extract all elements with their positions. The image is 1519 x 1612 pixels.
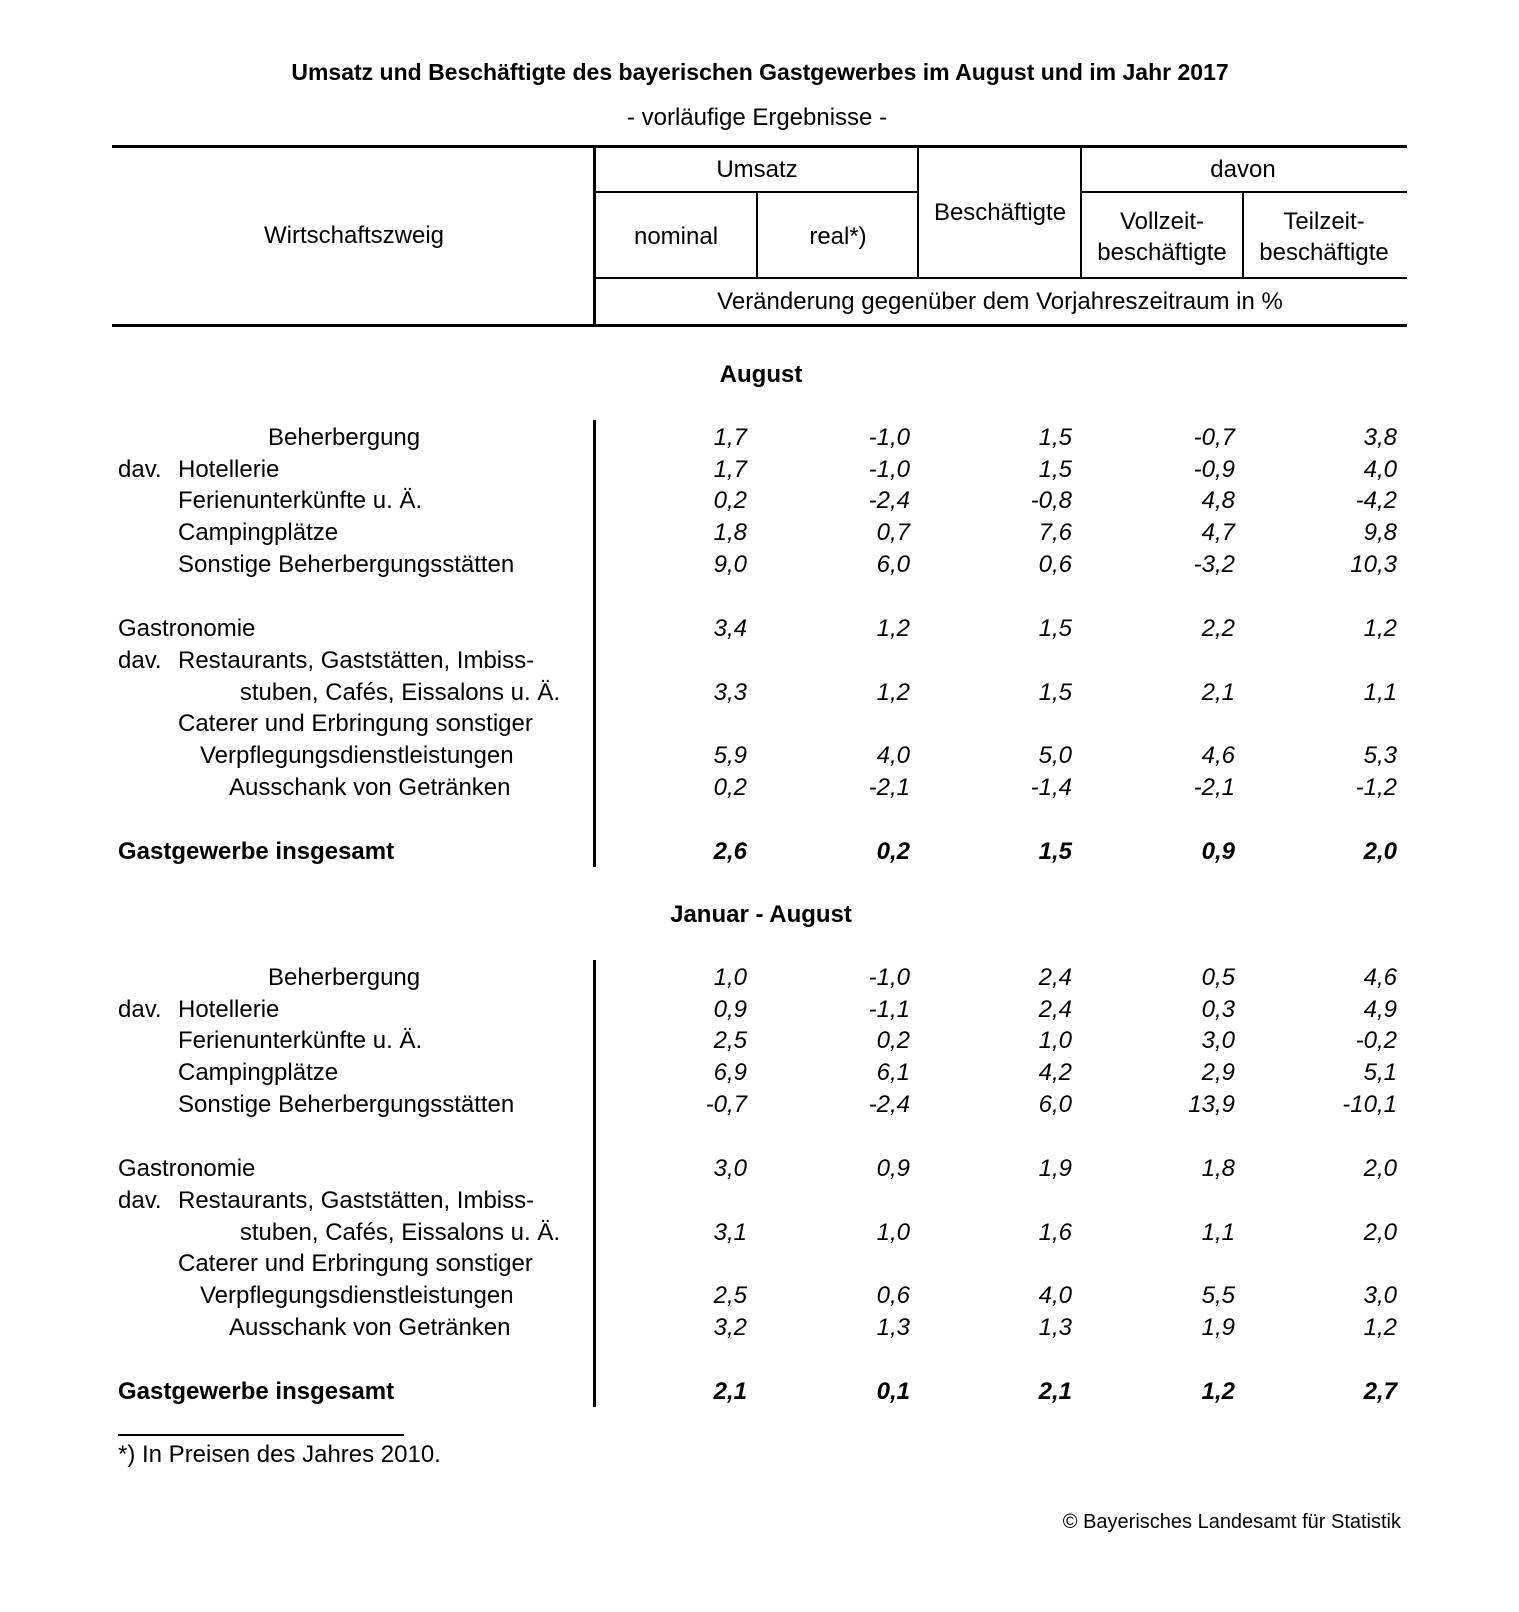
cell-value: 0,6	[876, 1282, 910, 1309]
header-branch: Wirtschaftszweig	[263, 222, 445, 249]
row-label: Restaurants, Gaststätten, Imbiss-	[178, 647, 535, 674]
cell-value: -3,2	[1193, 551, 1235, 578]
cell-value: 3,4	[713, 615, 747, 642]
copyright: © Bayerisches Landesamt für Statistik	[1062, 1511, 1401, 1533]
row-label: Gastronomie	[118, 615, 256, 642]
cell-value: 4,0	[1363, 456, 1397, 483]
row-label: Verpflegungsdienstleistungen	[200, 1282, 514, 1309]
row-label: Beherbergung	[268, 964, 421, 991]
cell-value: 0,2	[876, 1027, 910, 1054]
rule	[594, 277, 1407, 279]
row-label: Hotellerie	[178, 456, 280, 483]
cell-value: 13,9	[1188, 1091, 1235, 1118]
cell-value: -1,0	[868, 964, 910, 991]
vrule	[593, 147, 596, 325]
cell-value: -0,2	[1355, 1027, 1397, 1054]
cell-value: 6,0	[876, 551, 910, 578]
header-real: real*)	[809, 223, 867, 250]
row-label: Gastgewerbe insgesamt	[118, 1378, 395, 1405]
footnote: *) In Preisen des Jahres 2010.	[118, 1441, 441, 1468]
cell-value: 1,3	[876, 1314, 910, 1341]
cell-value: 4,6	[1363, 964, 1397, 991]
cell-value: -0,8	[1030, 487, 1072, 514]
cell-value: 2,2	[1201, 615, 1235, 642]
cell-value: 1,8	[713, 519, 747, 546]
cell-value: 4,7	[1201, 519, 1235, 546]
cell-value: 3,8	[1363, 424, 1397, 451]
cell-value: -2,1	[1193, 774, 1235, 801]
cell-value: 2,9	[1201, 1059, 1235, 1086]
row-prefix: dav.	[118, 456, 162, 483]
cell-value: 1,3	[1038, 1314, 1072, 1341]
cell-value: 2,5	[713, 1282, 747, 1309]
row-label: Campingplätze	[178, 1059, 339, 1086]
header-unit: Veränderung gegenüber dem Vorjahreszeitraum in %	[717, 288, 1283, 315]
row-label: Ausschank von Getränken	[229, 774, 511, 801]
cell-value: 1,7	[713, 456, 747, 483]
page-title: Umsatz und Beschäftigte des bayerischen Gastgewerbes im August und im Jahr 2017	[291, 59, 1229, 85]
cell-value: -4,2	[1355, 487, 1397, 514]
cell-value: -2,4	[868, 1091, 910, 1118]
cell-value: 1,2	[1363, 1314, 1397, 1341]
header-fulltime: Vollzeit-	[1119, 208, 1205, 235]
cell-value: 2,0	[1363, 1219, 1397, 1246]
cell-value: -0,7	[705, 1091, 747, 1118]
cell-value: -1,2	[1355, 774, 1397, 801]
cell-value: 5,3	[1363, 742, 1397, 769]
row-label: stuben, Cafés, Eissalons u. Ä.	[239, 679, 560, 706]
section-title: Januar - August	[670, 901, 852, 928]
cell-value: 5,0	[1038, 742, 1072, 769]
row-label: Restaurants, Gaststätten, Imbiss-	[178, 1187, 535, 1214]
cell-value: 6,9	[713, 1059, 747, 1086]
table-rule-header-bottom	[112, 324, 1407, 327]
cell-value: 1,2	[876, 679, 910, 706]
row-prefix: dav.	[118, 996, 162, 1023]
cell-value: 9,0	[713, 551, 747, 578]
cell-value: 1,5	[1038, 615, 1072, 642]
row-label: Verpflegungsdienstleistungen	[200, 742, 514, 769]
cell-value: 4,2	[1038, 1059, 1072, 1086]
cell-value: 1,1	[1201, 1219, 1235, 1246]
header-nominal: nominal	[633, 223, 719, 250]
cell-value: 5,1	[1363, 1059, 1397, 1086]
cell-value: 0,2	[876, 838, 910, 865]
cell-value: 0,6	[1038, 551, 1072, 578]
cell-value: 0,7	[876, 519, 910, 546]
cell-value: -2,4	[868, 487, 910, 514]
cell-value: 2,5	[713, 1027, 747, 1054]
cell-value: 4,9	[1363, 996, 1397, 1023]
cell-value: 2,0	[1363, 838, 1397, 865]
cell-value: 0,9	[713, 996, 747, 1023]
cell-value: 2,6	[713, 838, 747, 865]
cell-value: 1,0	[713, 964, 747, 991]
cell-value: 2,1	[1038, 1378, 1072, 1405]
cell-value: -2,1	[868, 774, 910, 801]
cell-value: 0,9	[1201, 838, 1235, 865]
cell-value: 5,9	[713, 742, 747, 769]
cell-value: 0,1	[876, 1378, 910, 1405]
cell-value: 0,9	[876, 1155, 910, 1182]
row-label: Gastgewerbe insgesamt	[118, 838, 395, 865]
row-label: stuben, Cafés, Eissalons u. Ä.	[239, 1219, 560, 1246]
row-label: Caterer und Erbringung sonstiger	[178, 1250, 533, 1277]
cell-value: -1,0	[868, 456, 910, 483]
row-prefix: dav.	[118, 647, 162, 674]
cell-value: 1,2	[1201, 1378, 1235, 1405]
cell-value: 3,0	[1201, 1027, 1235, 1054]
header-umsatz: Umsatz	[716, 156, 798, 183]
cell-value: 2,4	[1038, 964, 1072, 991]
vrule	[756, 192, 758, 278]
cell-value: 1,5	[1038, 838, 1072, 865]
cell-value: 3,1	[713, 1219, 747, 1246]
cell-value: 3,3	[713, 679, 747, 706]
cell-value: 1,5	[1038, 424, 1072, 451]
cell-value: 1,1	[1363, 679, 1397, 706]
cell-value: 3,2	[713, 1314, 747, 1341]
cell-value: 1,9	[1201, 1314, 1235, 1341]
footnote-rule	[118, 1434, 404, 1436]
header-parttime: Teilzeit-	[1283, 208, 1365, 235]
cell-value: 1,9	[1038, 1155, 1072, 1182]
cell-value: 1,2	[1363, 615, 1397, 642]
section-title: August	[719, 361, 803, 388]
cell-value: 3,0	[713, 1155, 747, 1182]
cell-value: 9,8	[1363, 519, 1397, 546]
cell-value: 1,8	[1201, 1155, 1235, 1182]
row-label: Ferienunterkünfte u. Ä.	[178, 1027, 423, 1054]
cell-value: 0,3	[1201, 996, 1235, 1023]
vrule	[1080, 147, 1082, 278]
vrule	[593, 420, 596, 867]
cell-value: 4,0	[876, 742, 910, 769]
vrule	[1242, 192, 1244, 278]
header-fulltime: beschäftigte	[1097, 239, 1227, 266]
vrule	[593, 960, 596, 1407]
row-label: Gastronomie	[118, 1155, 256, 1182]
header-davon: davon	[1210, 156, 1276, 183]
cell-value: 1,5	[1038, 456, 1072, 483]
row-label: Beherbergung	[268, 424, 421, 451]
cell-value: -0,9	[1193, 456, 1235, 483]
header-employees: Beschäftigte	[933, 199, 1067, 226]
cell-value: 6,0	[1038, 1091, 1072, 1118]
row-label: Sonstige Beherbergungsstätten	[178, 1091, 515, 1118]
cell-value: 2,0	[1363, 1155, 1397, 1182]
cell-value: 1,6	[1038, 1219, 1072, 1246]
cell-value: -0,7	[1193, 424, 1235, 451]
vrule	[917, 147, 919, 278]
cell-value: 1,0	[876, 1219, 910, 1246]
cell-value: 7,6	[1038, 519, 1072, 546]
row-prefix: dav.	[118, 1187, 162, 1214]
cell-value: 10,3	[1350, 551, 1397, 578]
cell-value: 4,6	[1201, 742, 1235, 769]
cell-value: 2,4	[1038, 996, 1072, 1023]
cell-value: -1,1	[868, 996, 910, 1023]
cell-value: 1,2	[876, 615, 910, 642]
cell-value: 3,0	[1363, 1282, 1397, 1309]
cell-value: 1,5	[1038, 679, 1072, 706]
row-label: Ferienunterkünfte u. Ä.	[178, 487, 423, 514]
cell-value: 2,7	[1363, 1378, 1397, 1405]
row-label: Caterer und Erbringung sonstiger	[178, 710, 533, 737]
page-subtitle: - vorläufige Ergebnisse -	[626, 104, 888, 131]
cell-value: 6,1	[876, 1059, 910, 1086]
table-rule-top	[112, 145, 1407, 148]
cell-value: -10,1	[1342, 1091, 1397, 1118]
row-label: Sonstige Beherbergungsstätten	[178, 551, 515, 578]
cell-value: 0,2	[713, 774, 747, 801]
cell-value: 2,1	[713, 1378, 747, 1405]
row-label: Hotellerie	[178, 996, 280, 1023]
cell-value: 1,0	[1038, 1027, 1072, 1054]
cell-value: 1,7	[713, 424, 747, 451]
cell-value: 2,1	[1201, 679, 1235, 706]
row-label: Campingplätze	[178, 519, 339, 546]
row-label: Ausschank von Getränken	[229, 1314, 511, 1341]
cell-value: 0,2	[713, 487, 747, 514]
cell-value: 5,5	[1201, 1282, 1235, 1309]
cell-value: 4,8	[1201, 487, 1235, 514]
cell-value: 0,5	[1201, 964, 1235, 991]
cell-value: -1,0	[868, 424, 910, 451]
header-parttime: beschäftigte	[1259, 239, 1389, 266]
cell-value: 4,0	[1038, 1282, 1072, 1309]
cell-value: -1,4	[1030, 774, 1072, 801]
